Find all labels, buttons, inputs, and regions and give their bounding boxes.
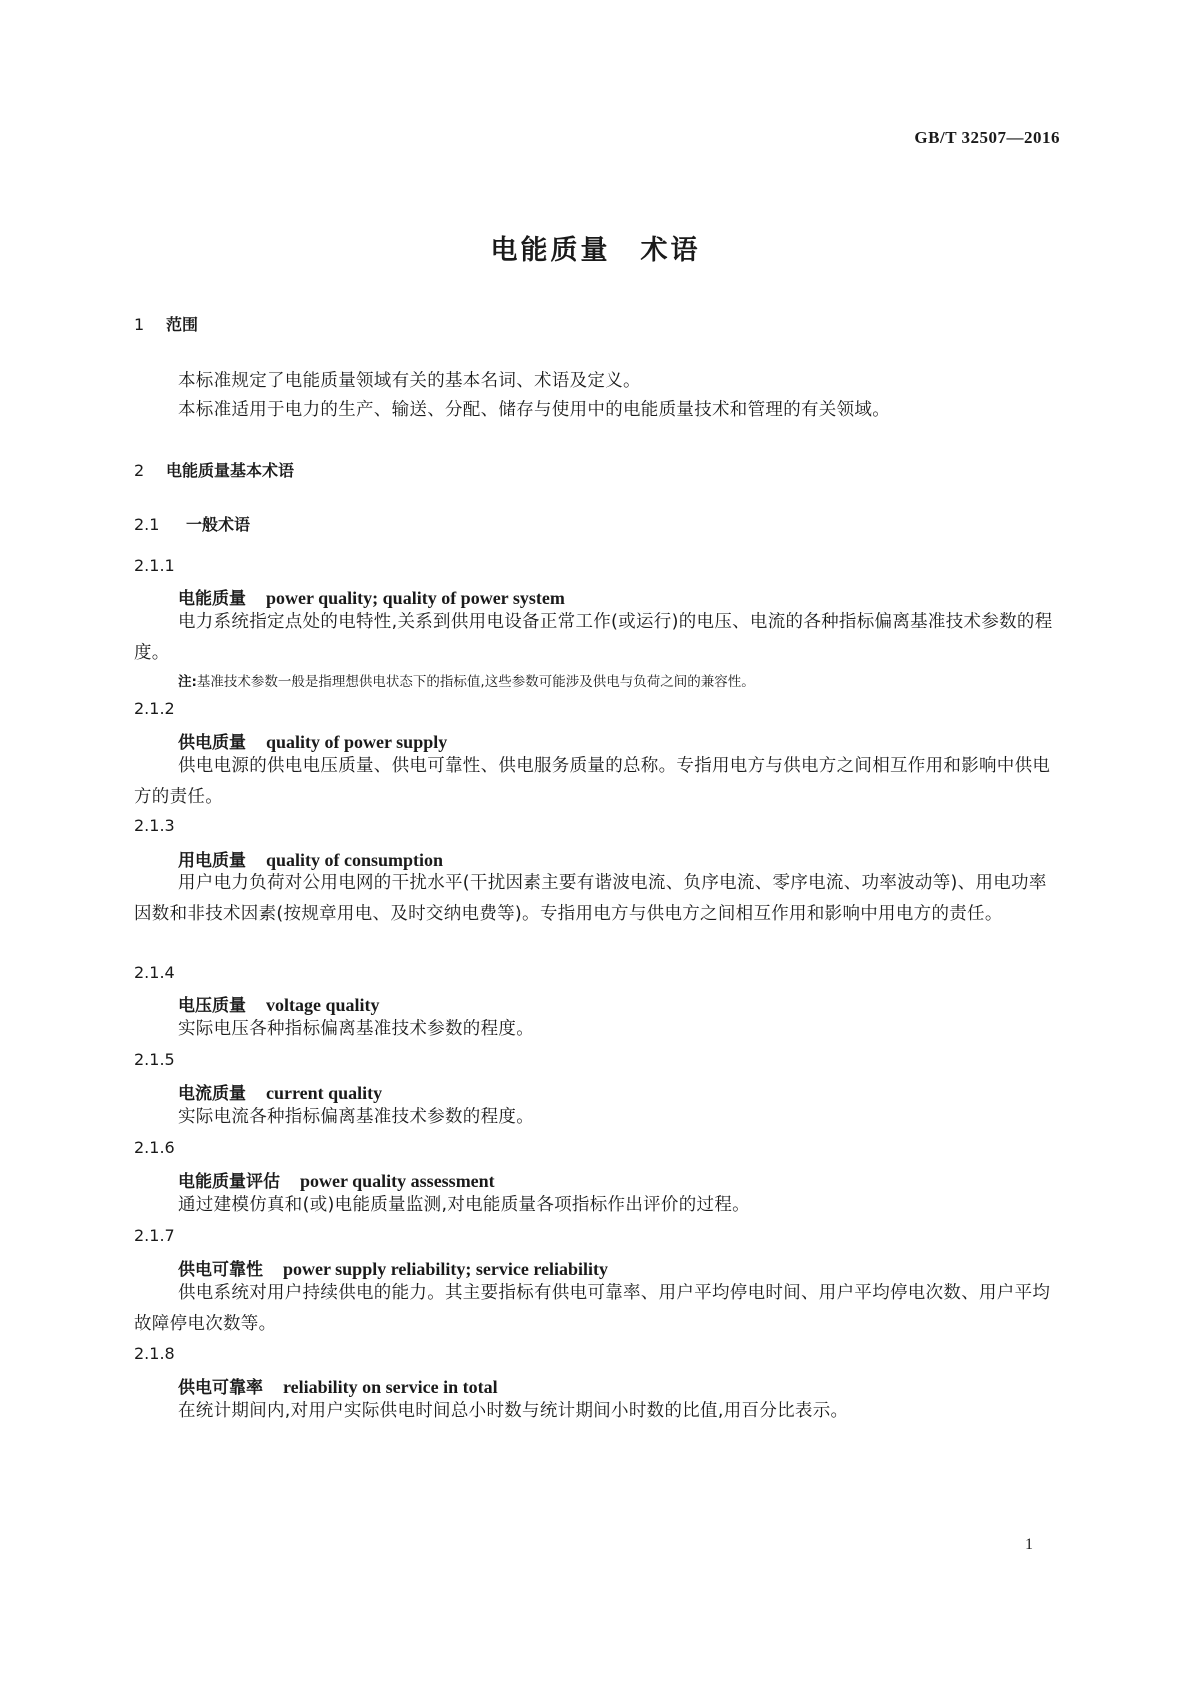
- term-heading: [178, 1373, 498, 1398]
- term-number: 2.1.5: [134, 1050, 175, 1069]
- term-en: reliability on service in total: [283, 1377, 498, 1397]
- term-definition: 实际电流各种指标偏离基准技术参数的程度。: [178, 1107, 534, 1127]
- section-2-1-heading: [134, 512, 250, 535]
- section-number: 2: [134, 461, 145, 480]
- section-number: 2.1: [134, 515, 160, 534]
- term-zh: 电能质量: [178, 589, 246, 609]
- section-1-heading: [134, 312, 198, 335]
- section-number: 1: [134, 315, 145, 334]
- section-title: 电能质量基本术语: [166, 461, 295, 480]
- scope-paragraph: 本标准适用于电力的生产、输送、分配、储存与使用中的电能质量技术和管理的有关领域。: [178, 400, 890, 420]
- term-number: 2.1.7: [134, 1226, 175, 1245]
- term-number: 2.1.3: [134, 816, 175, 835]
- term-zh: 电流质量: [178, 1084, 246, 1104]
- term-number: 2.1.8: [134, 1344, 175, 1363]
- note-label: 注:: [178, 674, 197, 690]
- term-number: 2.1.1: [134, 556, 175, 575]
- term-heading: [178, 1167, 495, 1192]
- term-number: 2.1.6: [134, 1138, 175, 1157]
- term-en: quality of consumption: [266, 850, 444, 870]
- section-title: 范围: [166, 315, 199, 334]
- term-definition: 通过建模仿真和(或)电能质量监测,对电能质量各项指标作出评价的过程。: [178, 1195, 750, 1215]
- term-heading: [178, 1079, 382, 1104]
- section-title: 一般术语: [186, 515, 251, 534]
- term-definition: 电力系统指定点处的电特性,关系到供用电设备正常工作(或运行)的电压、电流的各种指标偏离基准技术参数的程度。: [134, 612, 1053, 663]
- term-heading: [178, 584, 565, 609]
- term-definition: 供电电源的供电电压质量、供电可靠性、供电服务质量的总称。专指用电方与供电方之间相互作用和影响中供电方的责任。: [134, 756, 1051, 807]
- term-en: power supply reliability; service reliability: [283, 1259, 608, 1279]
- term-heading: [178, 991, 380, 1016]
- term-en: quality of power supply: [266, 732, 448, 752]
- term-number: 2.1.2: [134, 699, 175, 718]
- page-number: 1: [1025, 1536, 1033, 1553]
- term-zh: 供电可靠性: [178, 1260, 263, 1280]
- standard-code: GB/T 32507—2016: [914, 128, 1060, 147]
- term-heading: [178, 1255, 608, 1280]
- term-en: current quality: [266, 1083, 383, 1103]
- term-zh: 用电质量: [178, 851, 246, 871]
- scope-paragraph: 本标准规定了电能质量领域有关的基本名词、术语及定义。: [178, 371, 641, 391]
- term-zh: 电压质量: [178, 996, 246, 1016]
- note-text: 基准技术参数一般是指理想供电状态下的指标值,这些参数可能涉及供电与负荷之间的兼容性。: [196, 674, 755, 690]
- term-definition: 在统计期间内,对用户实际供电时间总小时数与统计期间小时数的比值,用百分比表示。: [178, 1401, 849, 1421]
- document-title: 电能质量 术语: [490, 235, 701, 266]
- term-en: power quality; quality of power system: [266, 588, 565, 608]
- term-definition: 实际电压各种指标偏离基准技术参数的程度。: [178, 1019, 534, 1039]
- term-en: voltage quality: [266, 995, 380, 1015]
- term-en: power quality assessment: [300, 1171, 495, 1191]
- section-2-heading: [134, 458, 294, 481]
- term-heading: [178, 728, 447, 753]
- term-zh: 供电质量: [178, 733, 246, 753]
- term-definition: 用户电力负荷对公用电网的干扰水平(干扰因素主要有谐波电流、负序电流、零序电流、功率波动等)、用电功率因数和非技术因素(按规章用电、及时交纳电费等)。专指用电方与供电方之间相互作用和影响中用电方的责任。: [134, 873, 1047, 924]
- term-number: 2.1.4: [134, 963, 175, 982]
- term-definition: 供电系统对用户持续供电的能力。其主要指标有供电可靠率、用户平均停电时间、用户平均停电次数、用户平均故障停电次数等。: [134, 1283, 1051, 1334]
- term-note: [178, 672, 1058, 692]
- term-zh: 电能质量评估: [178, 1172, 280, 1192]
- term-zh: 供电可靠率: [178, 1378, 263, 1398]
